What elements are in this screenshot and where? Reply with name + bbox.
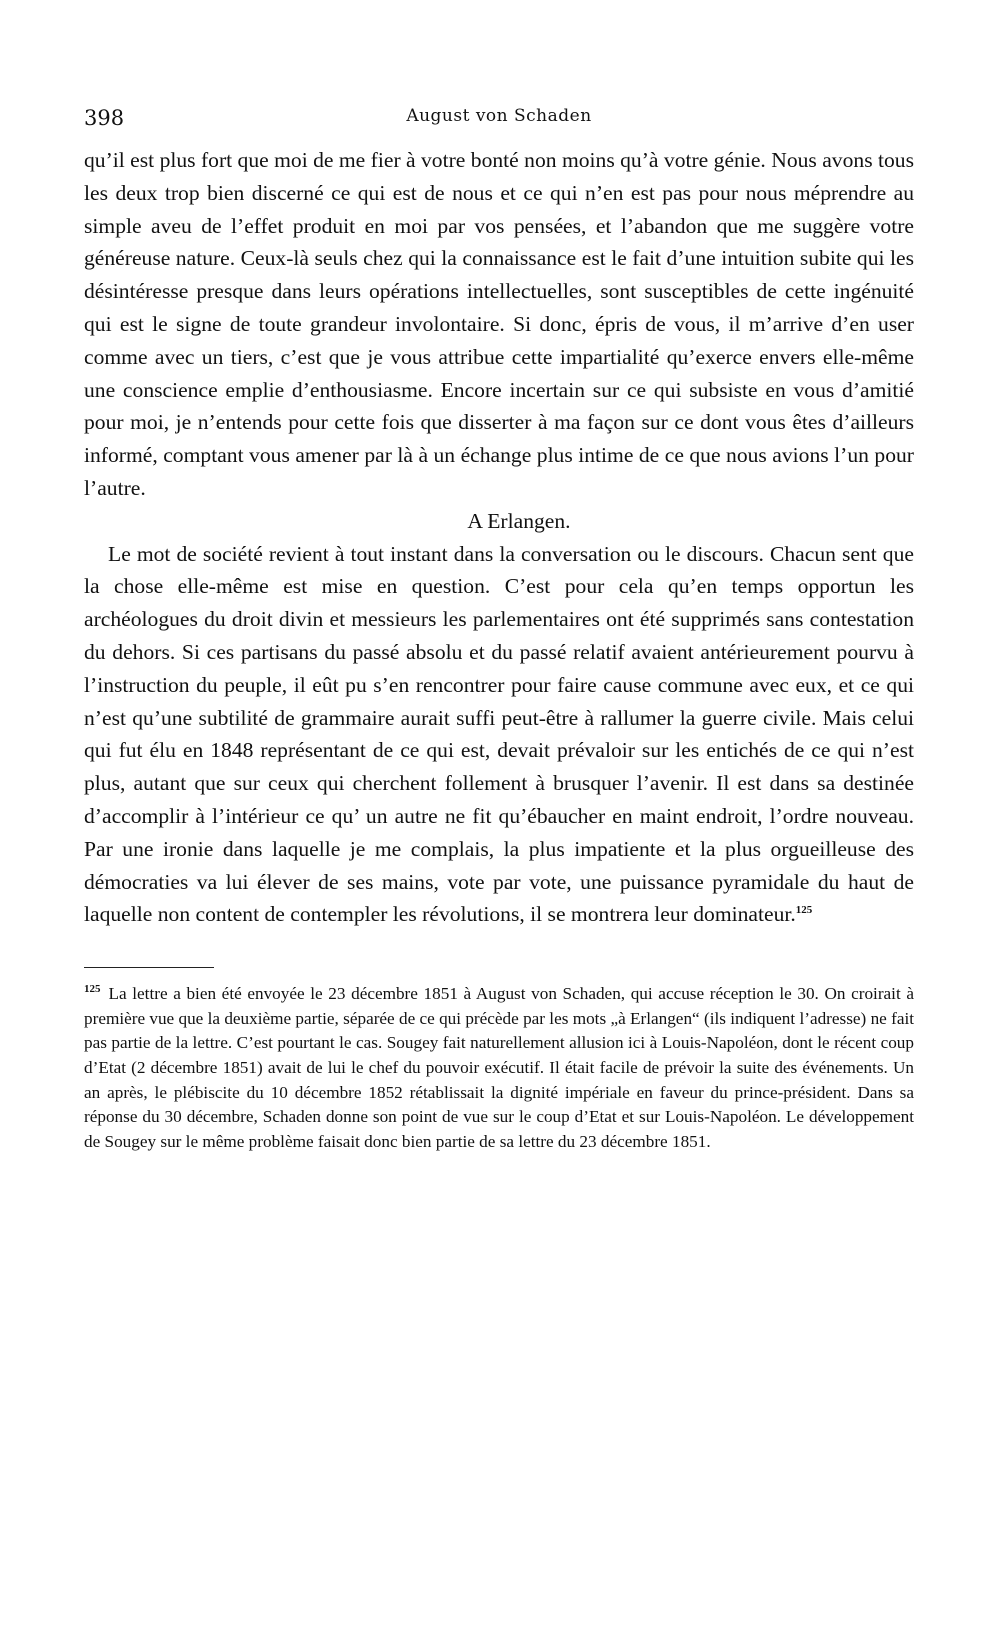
- place-heading: A Erlangen.: [467, 508, 571, 533]
- page-header: [84, 96, 914, 136]
- paragraph-2-text: Le mot de société revient à tout instant dans la conversation ou le discours. Chacun sent que la chose elle-même est mise en question. C’est pour cela qu’en temps opportun les archéologues du droit divin et messieurs les parlementaires ont été supprimés sans contestation du dehors. Si ces partisans du passé absolu et du passé relatif avaient antérieurement pourvu à l’instruction du peuple, il eût pu s’en rencontrer pour faire cause commune avec eux, et ce qui n’est qu’une subtilité de grammaire aurait suffi peut-être à rallumer la guerre civile. Mais celui qui fut élu en 1848 représentant de ce qui est, devait prévaloir sur les entichés de ce qui n’est plus, autant que sur ceux qui cherchent follement à brusquer l’avenir. Il est dans sa destinée d’accomplir à l’intérieur ce qu’ un autre ne fit qu’ébaucher en maint endroit, l’ordre nouveau. Par une ironie dans laquelle je me complais, la plus impatiente et la plus orgueilleuse des démocraties va lui élever de ses mains, vote par vote, une puissance pyramidale du haut de laquelle non content de contempler les révolutions, il se montrera leur dominateur.: [84, 541, 914, 927]
- running-head: August von Schaden: [406, 106, 592, 126]
- paragraph-1: qu’il est plus fort que moi de me fier à votre bonté non moins qu’à votre génie. Nous avons tous les deux trop bien discerné ce qui est de nous et ce qui n’en est pas pour nous méprendre au simple aveu de l’effet produit en moi par vos pensées, et l’abandon que me suggère votre généreuse nature. Ceux-là seuls chez qui la connaissance est le fait d’une intuition subite qui les désintéresse presque dans leurs opérations intellectuelles, sont susceptibles de cette ingénuité qui est le signe de toute grandeur involontaire. Si donc, épris de vous, il m’arrive d’en user comme avec un tiers, c’est que je vous attribue cette impartialité qu’exerce envers elle-même une conscience emplie d’enthousiasme. Encore incertain sur ce qui subsiste en vous d’amitié pour moi, je n’entends pour cette fois que disserter à ma façon sur ce dont vous êtes d’ailleurs informé, comptant vous amener par là à un échange plus intime de ce que nous avions l’un pour l’autre.: [84, 148, 914, 500]
- footnote: [84, 982, 914, 1154]
- footnote-divider: [84, 967, 214, 968]
- body-text: [84, 144, 914, 931]
- page-number: 398: [84, 106, 125, 130]
- footnote-text: La lettre a bien été envoyée le 23 décembre 1851 à August von Schaden, qui accuse réception le 30. On croirait à première vue que la deuxième partie, séparée de ce qui précède par les mots „à Erlangen“ (ils indiquent l’adresse) ne fait pas partie de la lettre. C’est pourtant le cas. Sougey fait naturellement allusion ici à Louis-Napoléon, dont le récent coup d’Etat (2 décembre 1851) avait de lui le chef du pouvoir exécutif. Il était facile de prévoir la suite des événements. Un an après, le plébiscite du 10 décembre 1852 rétablissait la dignité impériale en faveur du prince-président. Dans sa réponse du 30 décembre, Schaden donne son point de vue sur le coup d’Etat et sur Louis-Napoléon. Le développement de Sougey sur le même problème faisait donc bien partie de sa lettre du 23 décembre 1851.: [84, 984, 914, 1151]
- footnote-number: 125: [84, 983, 101, 996]
- book-page: [84, 96, 914, 1154]
- paragraph-2: [84, 538, 914, 932]
- footnote-reference[interactable]: 125: [795, 904, 813, 917]
